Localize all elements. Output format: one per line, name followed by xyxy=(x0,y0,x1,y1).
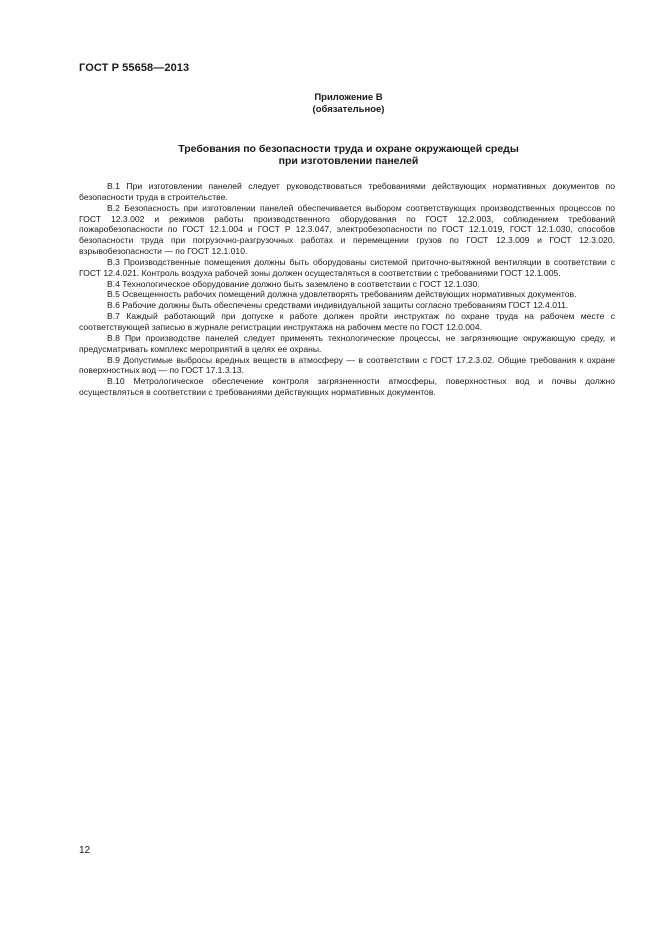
annex-heading xyxy=(0,92,661,116)
paragraph-b3: В.3 Производственные помещения должны быть оборудованы системой приточно-вытяжной вентиляции в соответствии с ГОСТ 12.4.021. Контроль воздуха рабочей зоны должен осуществляться в соответствии с требованиями ГОСТ 12.1.005. xyxy=(79,256,615,278)
paragraph-b9: В.9 Допустимые выбросы вредных веществ в атмосферу — в соответствии с ГОСТ 17.2.3.02. Общие требования к охране поверхностных вод — по ГОСТ 17.1.3.13. xyxy=(79,354,615,376)
section-title-line-2: при изготовлении панелей xyxy=(278,155,419,167)
paragraph-b7: В.7 Каждый работающий при допуске к работе должен пройти инструктаж по охране труда на рабочем месте с соответствующей записью в журнале регистрации инструктажа на рабочем месте по ГОСТ 12.0.004. xyxy=(79,311,615,332)
document-body xyxy=(79,181,615,398)
page-number: 12 xyxy=(79,845,91,856)
paragraph-b10: В.10 Метрологическое обеспечение контроля загрязненности атмосферы, поверхностных вод и почвы должно осуществляться в соответствии с требованиями действующих нормативных документов. xyxy=(79,376,615,398)
annex-label: Приложение В xyxy=(314,92,383,103)
paragraph-b4: В.4 Технологическое оборудование должно быть заземлено в соответствии с ГОСТ 12.1.030. xyxy=(107,278,480,289)
annex-status: (обязательное) xyxy=(312,104,385,115)
paragraph-b8: В.8 При производстве панелей следует применять технологические процессы, не загрязняющие окружающую среду, и предусматривать комплекс мероприятий в целях ее охраны. xyxy=(79,332,615,354)
section-title-line-1: Требования по безопасности труда и охране окружающей среды xyxy=(178,143,519,155)
section-title xyxy=(0,143,661,167)
paragraph-b1: В.1 При изготовлении панелей следует руководствоваться требованиями действующих нормативных документов по безопасности труда в строительстве. xyxy=(79,181,615,202)
paragraph-b2: В.2 Безопасность при изготовлении панелей обеспечивается выбором соответствующих производственных процессов по ГОСТ 12.3.002 и режимов работы производственного оборудования по ГОСТ 12.2.003, соблюдением требований пожаробезопасности по ГОСТ 12.1.004 и ГОСТ Р 12.3.047, электробезопасности по ГОСТ 12.1.019, ГОСТ 12.1.030, способов безопасности труда при погрузочно-разгрузочных работах и перемещении грузов по ГОСТ 12.3.009 и ГОСТ 12.3.020, взрывобезопасности — по ГОСТ 12.1.010. xyxy=(79,202,615,257)
standard-designation: ГОСТ Р 55658—2013 xyxy=(79,62,190,74)
paragraph-b6: В.6 Рабочие должны быть обеспечены средствами индивидуальной защиты согласно требованиям ГОСТ 12.4.011. xyxy=(107,300,569,311)
paragraph-b5: В.5 Освещенность рабочих помещений должна удовлетворять требованиям действующих нормативных документов. xyxy=(107,289,577,300)
